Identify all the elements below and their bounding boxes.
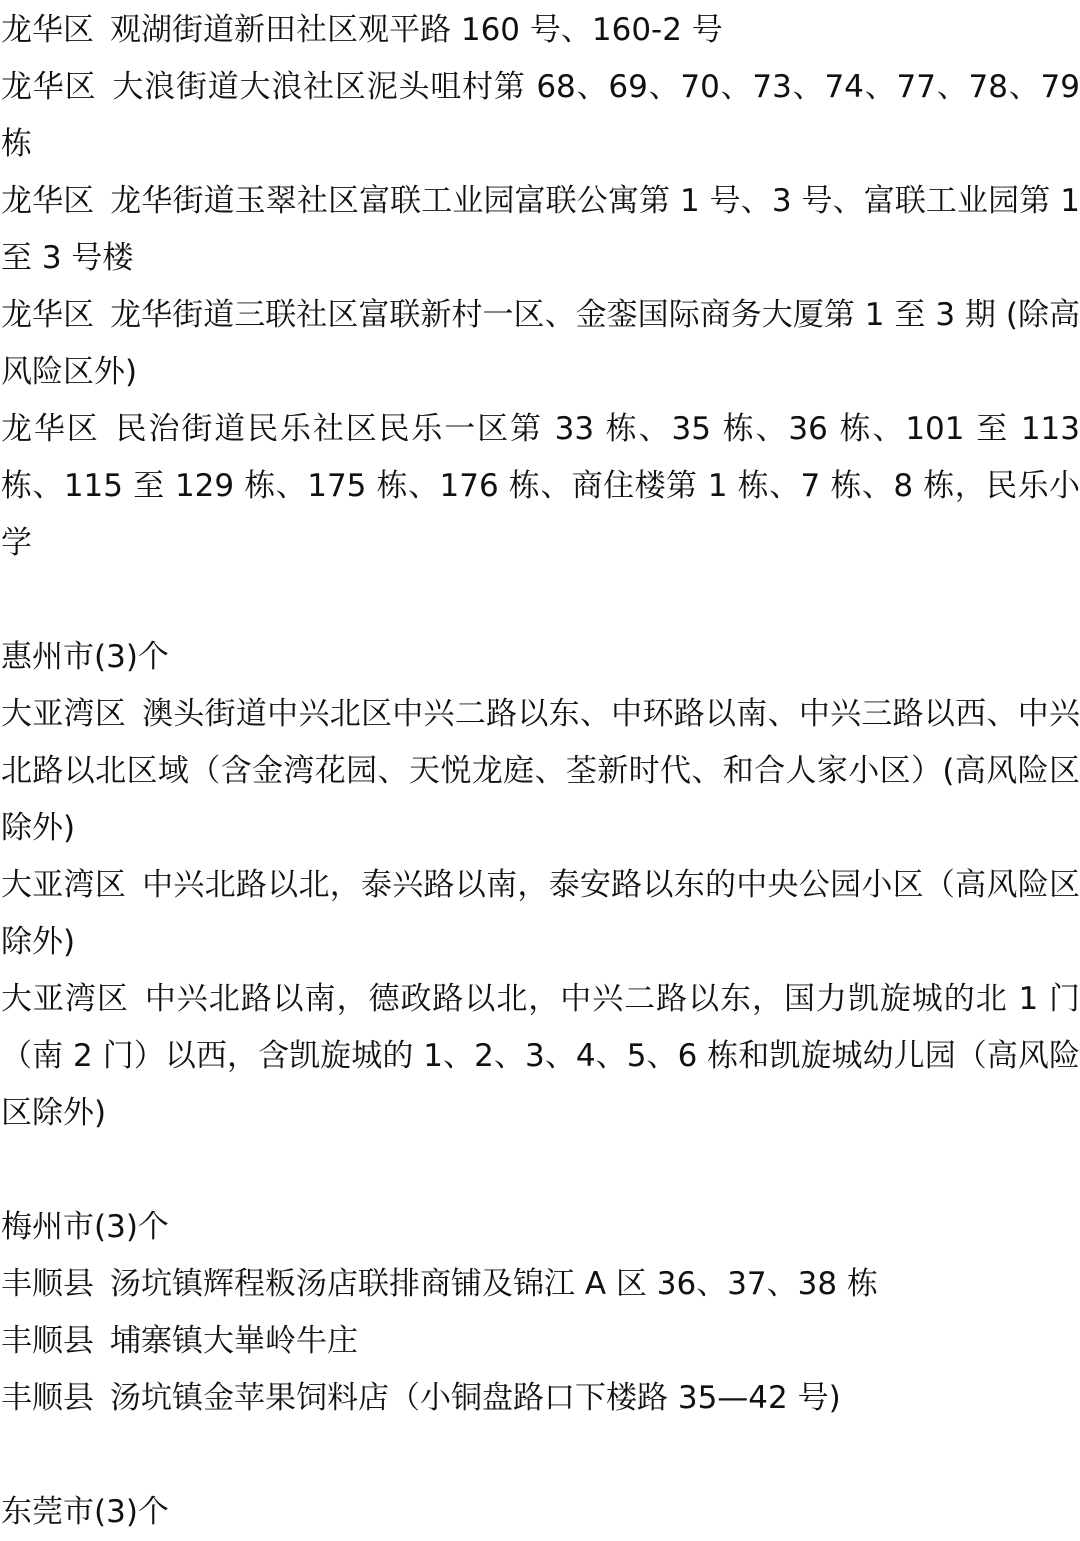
- district-name: 龙华区: [1, 411, 100, 447]
- address-text: 龙华街道三联社区富联新村一区、金銮国际商务大厦第 1 至 3 期 (除高风险区外): [1, 297, 1080, 390]
- list-item: [1, 59, 1080, 173]
- district-name: 龙华区: [1, 69, 97, 105]
- district-name: 丰顺县: [1, 1266, 94, 1302]
- list-item: [1, 1313, 1080, 1370]
- address-text: 大浪街道大浪社区泥头咀村第 68、69、70、73、74、77、78、79 栋: [1, 69, 1080, 162]
- district-name: 丰顺县: [1, 1380, 94, 1416]
- list-item: [1, 2, 1080, 59]
- section-dongguan: [1, 1484, 1080, 1541]
- section-spacer: [1, 1427, 1080, 1484]
- section-spacer: [1, 572, 1080, 629]
- list-item: [1, 173, 1080, 287]
- list-item: [1, 401, 1080, 572]
- list-item: [1, 971, 1080, 1142]
- address-text: 中兴北路以南，德政路以北，中兴二路以东，国力凯旋城的北 1 门（南 2 门）以西，含凯旋城的 1、2、3、4、5、6 栋和凯旋城幼儿园（高风险区除外): [1, 981, 1080, 1131]
- district-name: 丰顺县: [1, 1323, 94, 1359]
- city-heading: 梅州市(3)个: [1, 1209, 169, 1245]
- address-text: 汤坑镇辉程粄汤店联排商铺及锦江 A 区 36、37、38 栋: [110, 1266, 878, 1302]
- address-text: 中兴北路以北，泰兴路以南，泰安路以东的中央公园小区（高风险区除外): [1, 867, 1080, 960]
- district-name: 龙华区: [1, 297, 95, 333]
- district-name: 龙华区: [1, 12, 94, 48]
- city-heading: 惠州市(3)个: [1, 639, 169, 675]
- section-huizhou: [1, 629, 1080, 1142]
- address-text: 龙华街道玉翠社区富联工业园富联公寓第 1 号、3 号、富联工业园第 1 至 3 号楼: [1, 183, 1080, 276]
- city-heading: 东莞市(3)个: [1, 1494, 169, 1530]
- district-name: 大亚湾区: [1, 696, 127, 732]
- district-name: 龙华区: [1, 183, 95, 219]
- section-spacer: [1, 1142, 1080, 1199]
- section-longhua: [1, 2, 1080, 572]
- district-name: 大亚湾区: [1, 867, 127, 903]
- list-item: [1, 287, 1080, 401]
- section-meizhou: [1, 1199, 1080, 1427]
- list-item: [1, 686, 1080, 857]
- address-text: 埔寨镇大崋岭牛庄: [110, 1323, 358, 1359]
- address-text: 汤坑镇金苹果饲料店（小铜盘路口下楼路 35—42 号): [110, 1380, 841, 1416]
- list-item: [1, 857, 1080, 971]
- address-text: 民治街道民乐社区民乐一区第 33 栋、35 栋、36 栋、101 至 113 栋、115 至 129 栋、175 栋、176 栋、商住楼第 1 栋、7 栋、8 栋，民乐小学: [1, 411, 1080, 561]
- district-name: 大亚湾区: [1, 981, 129, 1017]
- address-text: 澳头街道中兴北区中兴二路以东、中环路以南、中兴三路以西、中兴北路以北区域（含金湾花园、天悦龙庭、荃新时代、和合人家小区）(高风险区除外): [1, 696, 1080, 846]
- list-item: [1, 1256, 1080, 1313]
- list-item: [1, 1370, 1080, 1427]
- address-text: 观湖街道新田社区观平路 160 号、160-2 号: [110, 12, 723, 48]
